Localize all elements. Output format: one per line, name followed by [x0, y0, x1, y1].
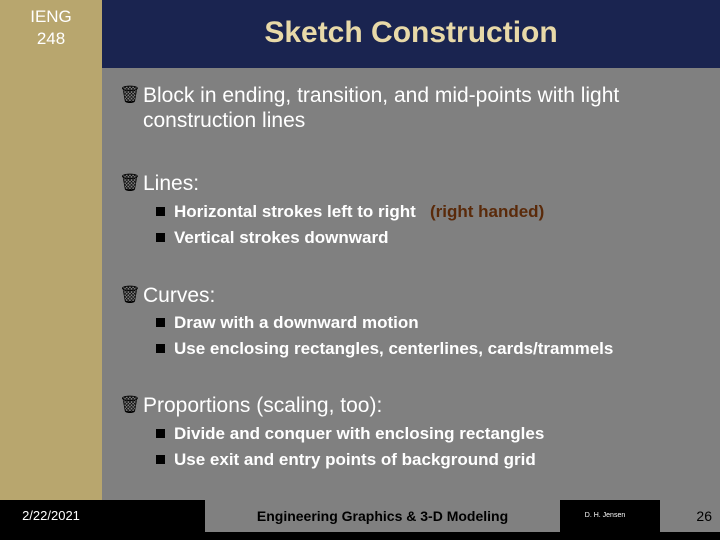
footer-date: 2/22/2021 [22, 508, 80, 523]
sub-bullet-text: Horizontal strokes left to right [174, 202, 416, 221]
bullet-lines [119, 171, 703, 196]
course-code-dept: IENG [30, 7, 72, 26]
black-square-icon [156, 455, 165, 464]
footer [0, 500, 720, 540]
course-code-number: 248 [36, 29, 66, 48]
sub-bullet-text: Draw with a downward motion [174, 313, 419, 332]
black-square-icon [156, 233, 165, 242]
sub-bullet-horizontal [156, 199, 544, 225]
sub-bullet-downward [156, 310, 419, 336]
sub-bullet-grid [156, 447, 536, 473]
wastebasket-icon: 🗑 [119, 285, 141, 304]
bullet-curves [119, 283, 703, 308]
title-bar [102, 0, 720, 68]
bullet-proportions [119, 393, 703, 418]
footer-author: D. H. Jensen [584, 512, 626, 519]
bullet-text: Block in ending, transition, and mid-points with light construction lines [143, 84, 620, 132]
sub-bullet-note: (right handed) [429, 202, 545, 221]
sub-bullet-divide [156, 421, 544, 447]
sub-bullet-text: Vertical strokes downward [174, 228, 389, 247]
wastebasket-icon: 🗑 [119, 85, 141, 104]
bullet-text: Curves: [143, 284, 216, 307]
black-square-icon [156, 429, 165, 438]
slide-title: Sketch Construction [264, 16, 558, 49]
black-square-icon [156, 207, 165, 216]
sub-bullet-enclosing [156, 336, 613, 362]
wastebasket-icon: 🗑 [119, 173, 141, 192]
sub-bullet-vertical [156, 225, 388, 251]
slide-content [102, 68, 720, 500]
sidebar [0, 0, 102, 500]
black-square-icon [156, 318, 165, 327]
course-code [0, 6, 102, 50]
wastebasket-icon: 🗑 [119, 395, 141, 414]
bullet-block-in [119, 83, 703, 133]
bullet-text: Lines: [143, 172, 200, 195]
bullet-text: Proportions (scaling, too): [143, 394, 383, 417]
sub-bullet-text: Use exit and entry points of background grid [174, 450, 536, 469]
footer-course-name: Engineering Graphics & 3-D Modeling [205, 500, 560, 532]
sub-bullet-text: Divide and conquer with enclosing rectangles [174, 424, 545, 443]
black-square-icon [156, 344, 165, 353]
sub-bullet-text: Use enclosing rectangles, centerlines, cards/trammels [174, 339, 614, 358]
page-number: 26 [660, 500, 720, 532]
